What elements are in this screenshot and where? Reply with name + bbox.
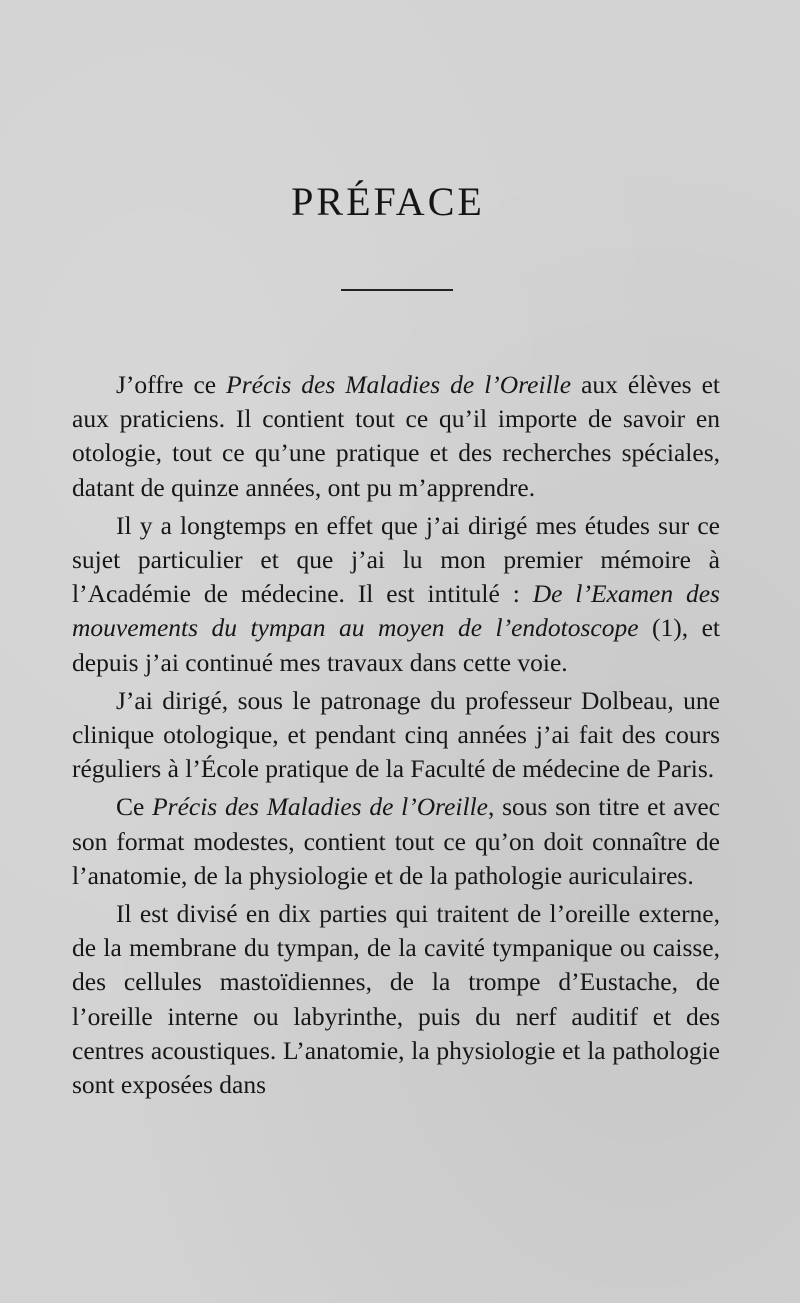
body-text xyxy=(72,368,720,1106)
italic-memoir-title: De l’Examen des mouvements du tympan au moyen de l’endotoscope xyxy=(72,579,720,643)
text-run: J’offre ce xyxy=(116,370,227,399)
text-run: (1), et depuis j’ai continué mes travaux dans cette voie. xyxy=(72,613,720,677)
text-run: aux élèves et aux praticiens. Il contient tout ce qu’il importe de savoir en otologie, tout ce qu’une pratique et des recherches spéciales, datant de quinze années, ont pu m’apprendre. xyxy=(72,370,720,502)
paragraph-1 xyxy=(72,368,720,505)
text-run: , sous son titre et avec son format modestes, contient tout ce qu’on doit connaître de l’anatomie, de la physiologie et de la pathologie auriculaires. xyxy=(72,792,721,890)
italic-book-title: Précis des Maladies de l’Oreille xyxy=(152,792,488,822)
paragraph-3 xyxy=(72,684,720,787)
text-run: Il y a longtemps en effet que j’ai dirigé mes études sur ce sujet particulier et que j’ai lu mon premier mémoire à l’Académie de médecine. Il est intitulé : xyxy=(72,510,720,609)
text-run: Il est divisé en dix parties qui traitent de l’oreille externe, de la membrane du tympan, de la cavité tympanique ou caisse, des cellules mastoïdiennes, de la trompe d’Eustache, de l’oreille interne ou labyrinthe, puis du nerf auditif et des centres acoustiques. L’anatomie, la physiologie et la pathologie sont exposées dans xyxy=(72,899,720,1100)
paragraph-4 xyxy=(72,790,720,893)
paragraph-5 xyxy=(72,897,720,1102)
text-run: Ce xyxy=(116,792,153,822)
paragraph-2 xyxy=(72,509,720,680)
text-run: J’ai dirigé, sous le patronage du professeur Dolbeau, une clinique otologique, et pendant cinq années j’ai fait des cours réguliers à l’École pratique de la Faculté de médecine de Paris. xyxy=(72,685,720,784)
italic-book-title: Précis des Maladies de l’Oreille xyxy=(226,370,572,399)
page-title: PRÉFACE xyxy=(291,179,485,224)
title-rule xyxy=(341,289,453,291)
